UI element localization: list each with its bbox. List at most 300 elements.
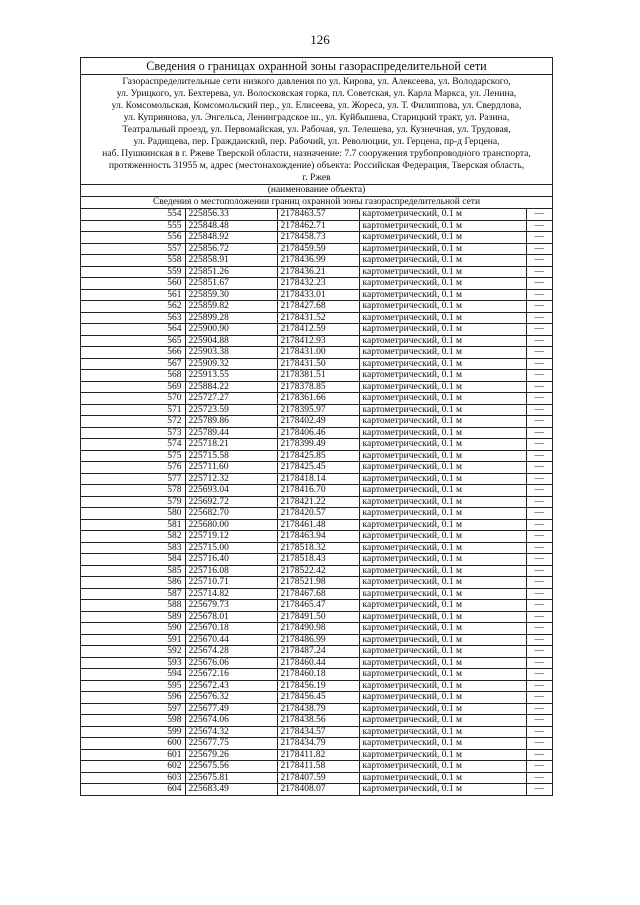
point-number-cell: 580 (81, 508, 185, 520)
table-row (81, 243, 552, 255)
description-line: ул. Куприянова, ул. Энгельса, Ленинградское ш., ул. Куйбышева, Старицкий тракт, ул. Разина, (123, 112, 510, 123)
document-title: Сведения о границах охранной зоны газораспределительной сети (81, 58, 552, 75)
description-cell: — (526, 519, 552, 531)
table-row (81, 427, 552, 439)
method-cell: картометрический, 0.1 м (359, 703, 526, 715)
table-row (81, 416, 552, 428)
method-cell: картометрический, 0.1 м (359, 358, 526, 370)
x-coordinate-cell: 225851.26 (185, 266, 277, 278)
table-row (81, 255, 552, 267)
table-row (81, 588, 552, 600)
method-cell: картометрический, 0.1 м (359, 542, 526, 554)
description-cell: — (526, 358, 552, 370)
method-cell: картометрический, 0.1 м (359, 680, 526, 692)
y-coordinate-cell: 2178458.73 (277, 232, 359, 244)
y-coordinate-cell: 2178460.18 (277, 669, 359, 681)
y-coordinate-cell: 2178418.14 (277, 473, 359, 485)
table-row (81, 324, 552, 336)
table-row (81, 301, 552, 313)
method-cell: картометрический, 0.1 м (359, 255, 526, 267)
y-coordinate-cell: 2178412.93 (277, 335, 359, 347)
method-cell: картометрический, 0.1 м (359, 347, 526, 359)
table-row (81, 531, 552, 543)
y-coordinate-cell: 2178431.52 (277, 312, 359, 324)
table-row (81, 370, 552, 382)
table-row (81, 278, 552, 290)
y-coordinate-cell: 2178459.59 (277, 243, 359, 255)
description-cell: — (526, 450, 552, 462)
table-row (81, 577, 552, 589)
method-cell: картометрический, 0.1 м (359, 623, 526, 635)
description-cell: — (526, 427, 552, 439)
x-coordinate-cell: 225676.06 (185, 657, 277, 669)
y-coordinate-cell: 2178402.49 (277, 416, 359, 428)
table-row (81, 784, 552, 795)
description-line: Театральный проезд, ул. Первомайская, ул. Рабочая, ул. Телешева, ул. Кузнечная, ул. Трудовая, (122, 124, 511, 135)
description-cell: — (526, 496, 552, 508)
description-cell: — (526, 611, 552, 623)
y-coordinate-cell: 2178433.01 (277, 289, 359, 301)
x-coordinate-cell: 225903.38 (185, 347, 277, 359)
point-number-cell: 597 (81, 703, 185, 715)
description-line: ул. Комсомольская, Комсомольский пер., ул. Елисеева, ул. Жореса, ул. Т. Филиппова, ул. Свердлова, (111, 100, 522, 111)
point-number-cell: 561 (81, 289, 185, 301)
table-row (81, 209, 552, 220)
y-coordinate-cell: 2178381.51 (277, 370, 359, 382)
x-coordinate-cell: 225848.48 (185, 220, 277, 232)
description-cell: — (526, 692, 552, 704)
table-row (81, 496, 552, 508)
table-row (81, 738, 552, 750)
x-coordinate-cell: 225693.04 (185, 485, 277, 497)
method-cell: картометрический, 0.1 м (359, 738, 526, 750)
description-cell: — (526, 646, 552, 658)
description-cell: — (526, 278, 552, 290)
x-coordinate-cell: 225670.44 (185, 634, 277, 646)
point-number-cell: 576 (81, 462, 185, 474)
method-cell: картометрический, 0.1 м (359, 266, 526, 278)
x-coordinate-cell: 225856.33 (185, 209, 277, 220)
description-cell: — (526, 335, 552, 347)
method-cell: картометрический, 0.1 м (359, 554, 526, 566)
method-cell: картометрический, 0.1 м (359, 726, 526, 738)
table-row (81, 473, 552, 485)
description-cell: — (526, 243, 552, 255)
method-cell: картометрический, 0.1 м (359, 496, 526, 508)
y-coordinate-cell: 2178425.45 (277, 462, 359, 474)
description-cell: — (526, 657, 552, 669)
x-coordinate-cell: 225674.06 (185, 715, 277, 727)
point-number-cell: 569 (81, 381, 185, 393)
method-cell: картометрический, 0.1 м (359, 646, 526, 658)
description-cell: — (526, 738, 552, 750)
description-cell: — (526, 703, 552, 715)
description-cell: — (526, 255, 552, 267)
y-coordinate-cell: 2178411.58 (277, 761, 359, 773)
point-number-cell: 581 (81, 519, 185, 531)
table-row (81, 692, 552, 704)
point-number-cell: 601 (81, 749, 185, 761)
description-cell: — (526, 416, 552, 428)
x-coordinate-cell: 225719.12 (185, 531, 277, 543)
table-row (81, 266, 552, 278)
x-coordinate-cell: 225712.32 (185, 473, 277, 485)
method-cell: картометрический, 0.1 м (359, 784, 526, 795)
description-cell: — (526, 749, 552, 761)
point-number-cell: 593 (81, 657, 185, 669)
y-coordinate-cell: 2178431.00 (277, 347, 359, 359)
y-coordinate-cell: 2178522.42 (277, 565, 359, 577)
description-cell: — (526, 680, 552, 692)
method-cell: картометрический, 0.1 м (359, 450, 526, 462)
method-cell: картометрический, 0.1 м (359, 588, 526, 600)
point-number-cell: 566 (81, 347, 185, 359)
description-cell: — (526, 508, 552, 520)
description-cell: — (526, 301, 552, 313)
table-row (81, 312, 552, 324)
method-cell: картометрический, 0.1 м (359, 232, 526, 244)
table-row (81, 600, 552, 612)
x-coordinate-cell: 225683.49 (185, 784, 277, 795)
description-cell: — (526, 554, 552, 566)
description-cell: — (526, 439, 552, 451)
table-row (81, 335, 552, 347)
point-number-cell: 574 (81, 439, 185, 451)
table-row (81, 703, 552, 715)
y-coordinate-cell: 2178521.98 (277, 577, 359, 589)
method-cell: картометрический, 0.1 м (359, 404, 526, 416)
description-cell: — (526, 312, 552, 324)
y-coordinate-cell: 2178427.68 (277, 301, 359, 313)
x-coordinate-cell: 225727.27 (185, 393, 277, 405)
x-coordinate-cell: 225679.73 (185, 600, 277, 612)
y-coordinate-cell: 2178518.32 (277, 542, 359, 554)
y-coordinate-cell: 2178395.97 (277, 404, 359, 416)
point-number-cell: 583 (81, 542, 185, 554)
table-row (81, 726, 552, 738)
description-line: ул. Урицкого, ул. Бехтерева, ул. Волосковская горка, пл. Советская, ул. Карла Маркса, ул. Ленина, (116, 88, 517, 99)
y-coordinate-cell: 2178456.19 (277, 680, 359, 692)
description-line: протяженность 31955 м, адрес (местонахождение) объекта: Российская Федерация, Тверская область, (108, 160, 525, 171)
description-cell: — (526, 393, 552, 405)
x-coordinate-cell: 225851.67 (185, 278, 277, 290)
description-cell: — (526, 347, 552, 359)
y-coordinate-cell: 2178487.24 (277, 646, 359, 658)
point-number-cell: 564 (81, 324, 185, 336)
table-row (81, 462, 552, 474)
method-cell: картометрический, 0.1 м (359, 312, 526, 324)
x-coordinate-cell: 225858.91 (185, 255, 277, 267)
x-coordinate-cell: 225675.81 (185, 772, 277, 784)
x-coordinate-cell: 225856.72 (185, 243, 277, 255)
x-coordinate-cell: 225714.82 (185, 588, 277, 600)
point-number-cell: 558 (81, 255, 185, 267)
x-coordinate-cell: 225677.49 (185, 703, 277, 715)
method-cell: картометрический, 0.1 м (359, 381, 526, 393)
point-number-cell: 584 (81, 554, 185, 566)
location-caption: Сведения о местоположении границ охранной зоны газораспределительной сети (81, 197, 552, 209)
description-cell: — (526, 577, 552, 589)
description-cell: — (526, 761, 552, 773)
table-row (81, 393, 552, 405)
x-coordinate-cell: 225692.72 (185, 496, 277, 508)
table-row (81, 634, 552, 646)
method-cell: картометрический, 0.1 м (359, 220, 526, 232)
point-number-cell: 555 (81, 220, 185, 232)
table-row (81, 611, 552, 623)
point-number-cell: 588 (81, 600, 185, 612)
table-row (81, 772, 552, 784)
method-cell: картометрический, 0.1 м (359, 657, 526, 669)
x-coordinate-cell: 225710.71 (185, 577, 277, 589)
y-coordinate-cell: 2178436.99 (277, 255, 359, 267)
y-coordinate-cell: 2178378.85 (277, 381, 359, 393)
description-cell: — (526, 404, 552, 416)
y-coordinate-cell: 2178463.57 (277, 209, 359, 220)
table-row (81, 749, 552, 761)
point-number-cell: 570 (81, 393, 185, 405)
x-coordinate-cell: 225848.92 (185, 232, 277, 244)
table-row (81, 669, 552, 681)
x-coordinate-cell: 225716.40 (185, 554, 277, 566)
x-coordinate-cell: 225677.75 (185, 738, 277, 750)
y-coordinate-cell: 2178399.49 (277, 439, 359, 451)
method-cell: картометрический, 0.1 м (359, 416, 526, 428)
point-number-cell: 579 (81, 496, 185, 508)
point-number-cell: 591 (81, 634, 185, 646)
y-coordinate-cell: 2178425.85 (277, 450, 359, 462)
point-number-cell: 590 (81, 623, 185, 635)
table-row (81, 404, 552, 416)
method-cell: картометрический, 0.1 м (359, 324, 526, 336)
method-cell: картометрический, 0.1 м (359, 600, 526, 612)
x-coordinate-cell: 225859.30 (185, 289, 277, 301)
description-cell: — (526, 772, 552, 784)
table-row (81, 554, 552, 566)
table-row (81, 439, 552, 451)
x-coordinate-cell: 225909.32 (185, 358, 277, 370)
point-number-cell: 559 (81, 266, 185, 278)
method-cell: картометрический, 0.1 м (359, 485, 526, 497)
y-coordinate-cell: 2178486.99 (277, 634, 359, 646)
table-row (81, 657, 552, 669)
method-cell: картометрический, 0.1 м (359, 577, 526, 589)
description-cell: — (526, 381, 552, 393)
point-number-cell: 573 (81, 427, 185, 439)
x-coordinate-cell: 225678.01 (185, 611, 277, 623)
y-coordinate-cell: 2178416.70 (277, 485, 359, 497)
method-cell: картометрический, 0.1 м (359, 301, 526, 313)
x-coordinate-cell: 225859.82 (185, 301, 277, 313)
y-coordinate-cell: 2178408.07 (277, 784, 359, 795)
document-frame (80, 57, 553, 796)
y-coordinate-cell: 2178438.79 (277, 703, 359, 715)
method-cell: картометрический, 0.1 м (359, 289, 526, 301)
point-number-cell: 560 (81, 278, 185, 290)
x-coordinate-cell: 225711.60 (185, 462, 277, 474)
description-cell: — (526, 623, 552, 635)
description-cell: — (526, 209, 552, 220)
point-number-cell: 602 (81, 761, 185, 773)
method-cell: картометрический, 0.1 м (359, 209, 526, 220)
description-cell: — (526, 669, 552, 681)
table-row (81, 680, 552, 692)
method-cell: картометрический, 0.1 м (359, 519, 526, 531)
point-number-cell: 582 (81, 531, 185, 543)
object-name-caption: (наименование объекта) (81, 185, 552, 197)
y-coordinate-cell: 2178438.56 (277, 715, 359, 727)
x-coordinate-cell: 225672.43 (185, 680, 277, 692)
description-cell: — (526, 220, 552, 232)
x-coordinate-cell: 225679.26 (185, 749, 277, 761)
point-number-cell: 604 (81, 784, 185, 795)
x-coordinate-cell: 225715.00 (185, 542, 277, 554)
x-coordinate-cell: 225670.18 (185, 623, 277, 635)
method-cell: картометрический, 0.1 м (359, 761, 526, 773)
point-number-cell: 567 (81, 358, 185, 370)
y-coordinate-cell: 2178411.82 (277, 749, 359, 761)
table-row (81, 565, 552, 577)
table-row (81, 542, 552, 554)
table-row (81, 347, 552, 359)
table-row (81, 623, 552, 635)
table-row (81, 715, 552, 727)
point-number-cell: 585 (81, 565, 185, 577)
description-cell: — (526, 634, 552, 646)
method-cell: картометрический, 0.1 м (359, 427, 526, 439)
y-coordinate-cell: 2178421.22 (277, 496, 359, 508)
x-coordinate-cell: 225682.70 (185, 508, 277, 520)
method-cell: картометрический, 0.1 м (359, 611, 526, 623)
x-coordinate-cell: 225789.44 (185, 427, 277, 439)
description-cell: — (526, 289, 552, 301)
point-number-cell: 565 (81, 335, 185, 347)
y-coordinate-cell: 2178361.66 (277, 393, 359, 405)
point-number-cell: 595 (81, 680, 185, 692)
y-coordinate-cell: 2178412.59 (277, 324, 359, 336)
method-cell: картометрический, 0.1 м (359, 335, 526, 347)
description-line: ул. Радищева, пер. Гражданский, пер. Рабочий, ул. Революции, ул. Герцена, пр-д Герцена, (133, 136, 500, 147)
point-number-cell: 575 (81, 450, 185, 462)
point-number-cell: 562 (81, 301, 185, 313)
point-number-cell: 556 (81, 232, 185, 244)
method-cell: картометрический, 0.1 м (359, 370, 526, 382)
y-coordinate-cell: 2178436.21 (277, 266, 359, 278)
description-cell: — (526, 485, 552, 497)
table-row (81, 761, 552, 773)
description-cell: — (526, 531, 552, 543)
point-number-cell: 557 (81, 243, 185, 255)
y-coordinate-cell: 2178432.23 (277, 278, 359, 290)
x-coordinate-cell: 225789.86 (185, 416, 277, 428)
point-number-cell: 571 (81, 404, 185, 416)
description-cell: — (526, 266, 552, 278)
method-cell: картометрический, 0.1 м (359, 669, 526, 681)
point-number-cell: 594 (81, 669, 185, 681)
description-cell: — (526, 542, 552, 554)
point-number-cell: 586 (81, 577, 185, 589)
x-coordinate-cell: 225723.59 (185, 404, 277, 416)
point-number-cell: 599 (81, 726, 185, 738)
y-coordinate-cell: 2178434.79 (277, 738, 359, 750)
object-description (81, 75, 552, 185)
method-cell: картометрический, 0.1 м (359, 749, 526, 761)
point-number-cell: 572 (81, 416, 185, 428)
description-cell: — (526, 588, 552, 600)
x-coordinate-cell: 225680.00 (185, 519, 277, 531)
x-coordinate-cell: 225904.88 (185, 335, 277, 347)
point-number-cell: 598 (81, 715, 185, 727)
table-row (81, 646, 552, 658)
y-coordinate-cell: 2178463.94 (277, 531, 359, 543)
method-cell: картометрический, 0.1 м (359, 508, 526, 520)
y-coordinate-cell: 2178462.71 (277, 220, 359, 232)
description-cell: — (526, 462, 552, 474)
table-row (81, 358, 552, 370)
x-coordinate-cell: 225913.55 (185, 370, 277, 382)
point-number-cell: 554 (81, 209, 185, 220)
y-coordinate-cell: 2178420.57 (277, 508, 359, 520)
x-coordinate-cell: 225715.58 (185, 450, 277, 462)
y-coordinate-cell: 2178406.46 (277, 427, 359, 439)
y-coordinate-cell: 2178467.68 (277, 588, 359, 600)
x-coordinate-cell: 225672.16 (185, 669, 277, 681)
description-line: наб. Пушкинская в г. Ржеве Тверской области, назначение: 7.7 сооружения трубопроводного транспорта, (102, 148, 531, 159)
y-coordinate-cell: 2178460.44 (277, 657, 359, 669)
table-row (81, 220, 552, 232)
description-cell: — (526, 473, 552, 485)
coordinates-table (81, 209, 552, 795)
method-cell: картометрический, 0.1 м (359, 439, 526, 451)
description-cell: — (526, 600, 552, 612)
description-cell: — (526, 232, 552, 244)
table-row (81, 232, 552, 244)
x-coordinate-cell: 225718.21 (185, 439, 277, 451)
table-row (81, 289, 552, 301)
x-coordinate-cell: 225884.22 (185, 381, 277, 393)
table-row (81, 485, 552, 497)
table-row (81, 508, 552, 520)
method-cell: картометрический, 0.1 м (359, 278, 526, 290)
description-cell: — (534, 784, 544, 795)
y-coordinate-cell: 2178461.48 (277, 519, 359, 531)
x-coordinate-cell: 225674.28 (185, 646, 277, 658)
description-cell: — (526, 370, 552, 382)
point-number-cell: 577 (81, 473, 185, 485)
x-coordinate-cell: 225899.28 (185, 312, 277, 324)
page-number: 126 (310, 32, 330, 47)
point-number-cell: 600 (81, 738, 185, 750)
point-number-cell: 596 (81, 692, 185, 704)
point-number-cell: 589 (81, 611, 185, 623)
point-number-cell: 587 (81, 588, 185, 600)
method-cell: картометрический, 0.1 м (359, 565, 526, 577)
y-coordinate-cell: 2178456.45 (277, 692, 359, 704)
description-cell: — (526, 726, 552, 738)
method-cell: картометрический, 0.1 м (359, 473, 526, 485)
description-cell: — (526, 324, 552, 336)
method-cell: картометрический, 0.1 м (359, 393, 526, 405)
table-row (81, 381, 552, 393)
y-coordinate-cell: 2178465.47 (277, 600, 359, 612)
y-coordinate-cell: 2178518.43 (277, 554, 359, 566)
description-line: Газораспределительные сети низкого давления по ул. Кирова, ул. Алексеева, ул. Володарского, (122, 76, 511, 87)
y-coordinate-cell: 2178407.59 (277, 772, 359, 784)
description-line: г. Ржев (302, 172, 331, 183)
x-coordinate-cell: 225900.90 (185, 324, 277, 336)
y-coordinate-cell: 2178431.50 (277, 358, 359, 370)
y-coordinate-cell: 2178434.57 (277, 726, 359, 738)
